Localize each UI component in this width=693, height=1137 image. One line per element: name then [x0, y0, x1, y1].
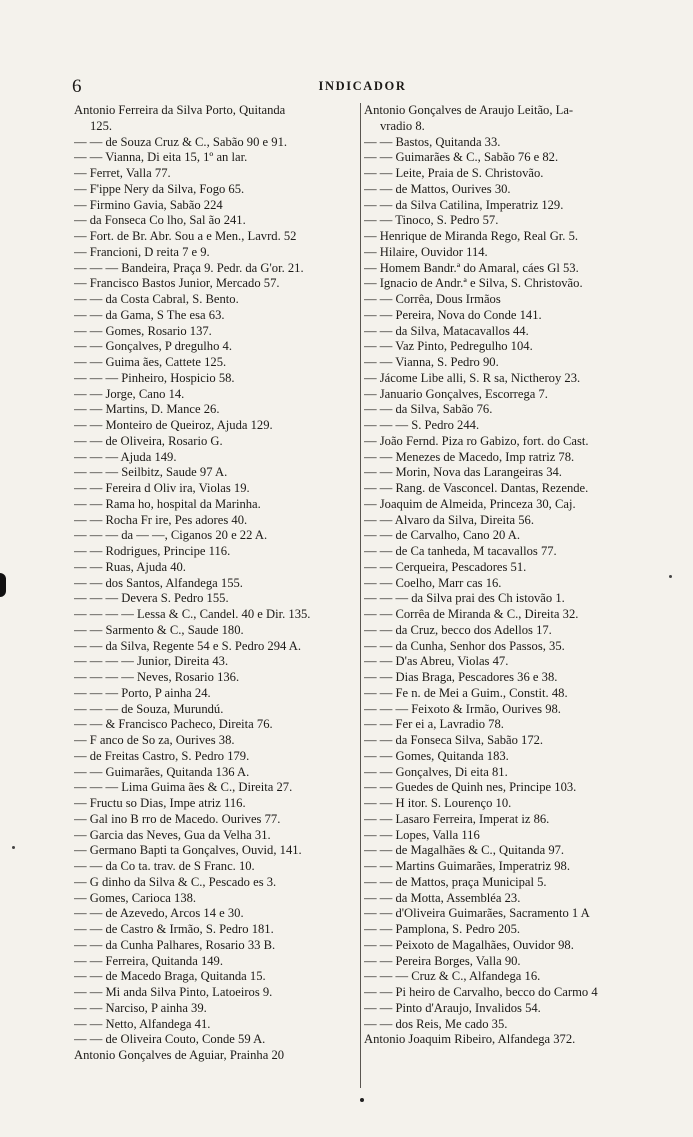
directory-entry: — — da Silva, Sabão 76.: [364, 402, 493, 417]
directory-entry: — Francioni, D reita 7 e 9.: [74, 244, 210, 259]
directory-entry: — — Sarmento & C., Saude 180.: [74, 622, 244, 637]
directory-entry: — — Guedes de Quinh nes, Principe 103.: [364, 780, 577, 795]
directory-entry: — G dinho da Silva & C., Pescado es 3.: [74, 874, 277, 889]
speck: [12, 846, 15, 849]
directory-entry: — — Guimarães & C., Sabão 76 e 82.: [364, 150, 559, 165]
directory-entry: — — Pi heiro de Carvalho, becco do Carmo 4: [364, 985, 598, 999]
directory-entry: — — — Porto, P ainha 24.: [74, 685, 211, 700]
directory-entry: — — de Carvalho, Cano 20 A.: [364, 528, 521, 543]
directory-entry: — — Rodrigues, Principe 116.: [74, 544, 231, 558]
directory-entry: — — Tinoco, S. Pedro 57.: [364, 213, 499, 228]
directory-entry: — — — Pinheiro, Hospicio 58.: [74, 370, 235, 385]
directory-entry: — — Cerqueira, Pescadores 51.: [364, 559, 527, 574]
directory-entry: — — dos Reis, Me cado 35.: [364, 1016, 508, 1031]
directory-entry: — — Netto, Alfandega 41.: [74, 1016, 211, 1031]
directory-entry: — — da Fonseca Silva, Sabão 172.: [364, 733, 544, 747]
directory-entry: — — Gonçalves, Di eita 81.: [364, 764, 508, 779]
directory-entry: — — Fereira d Oliv ira, Violas 19.: [74, 481, 250, 495]
directory-entry: — Francisco Bastos Junior, Mercado 57.: [74, 276, 280, 291]
directory-entry: — Gal ino B rro de Macedo. Ourives 77.: [74, 811, 281, 826]
directory-entry: — — d'Oliveira Guimarães, Sacramento 1 A: [364, 906, 590, 921]
directory-entry: — — Vianna, Di eita 15, 1º an lar.: [74, 150, 248, 165]
directory-entry: — — Morin, Nova das Larangeiras 34.: [364, 465, 562, 480]
directory-entry: — Joaquim de Almeida, Princeza 30, Caj.: [364, 496, 576, 511]
directory-entry: — — de Mattos, praça Municipal 5.: [364, 874, 547, 889]
entry-continuation: 125.: [90, 118, 113, 133]
directory-entry: — de Freitas Castro, S. Pedro 179.: [74, 748, 250, 763]
directory-entry: — — — de Souza, Murundú.: [74, 701, 224, 716]
directory-entry: — — de Mattos, Ourives 30.: [364, 181, 511, 196]
directory-entry: — — Rama ho, hospital da Marinha.: [74, 496, 261, 511]
directory-entry: — — de Castro & Irmão, S. Pedro 181.: [74, 922, 274, 936]
directory-entry: — — Alvaro da Silva, Direita 56.: [364, 512, 534, 527]
speck: [669, 575, 672, 578]
directory-entry: — — da Silva, Regente 54 e S. Pedro 294 A.: [74, 638, 302, 653]
directory-entry: — — Leite, Praia de S. Christovão.: [364, 166, 544, 180]
page-header: [72, 76, 653, 98]
footer-bullet: [360, 1098, 364, 1102]
directory-entry: — — da Gama, S The esa 63.: [74, 307, 225, 322]
directory-entry: — — Menezes de Macedo, Imp ratriz 78.: [364, 449, 575, 464]
directory-entry: — Ignacio de Andr.ª e Silva, S. Christovão.: [364, 276, 583, 291]
directory-entry: — — Ruas, Ajuda 40.: [74, 559, 186, 574]
left-column: [74, 103, 362, 1064]
directory-entry: — F'ippe Nery da Silva, Fogo 65.: [74, 181, 245, 196]
directory-entry: — — Fer ei a, Lavradio 78.: [364, 717, 504, 732]
directory-entry: — Garcia das Neves, Gua da Velha 31.: [74, 827, 271, 842]
entry-continuation: vradio 8.: [380, 118, 425, 133]
directory-entry: — — de Azevedo, Arcos 14 e 30.: [74, 906, 244, 921]
directory-entry: — — da Cruz, becco dos Adellos 17.: [364, 622, 552, 637]
directory-entry: — — Pereira, Nova do Conde 141.: [364, 307, 542, 322]
directory-entry: — — de Ca tanheda, M tacavallos 77.: [364, 544, 557, 558]
directory-entry: — — Fe n. de Mei a Guim., Constit. 48.: [364, 685, 568, 700]
directory-entry: — — da Co ta. trav. de S Franc. 10.: [74, 859, 255, 873]
directory-entry: — — de Oliveira, Rosario G.: [74, 433, 223, 448]
column-divider: [360, 103, 361, 1088]
directory-entry: — — de Magalhães & C., Quitanda 97.: [364, 843, 565, 858]
directory-entry: — — — Seilbitz, Saude 97 A.: [74, 465, 228, 480]
directory-entry: — Hilaire, Ouvidor 114.: [364, 244, 488, 259]
directory-entry: — Januario Gonçalves, Escorrega 7.: [364, 386, 548, 401]
directory-entry: Antonio Gonçalves de Aguiar, Prainha 20: [74, 1048, 285, 1062]
directory-entry: — — da Cunha, Senhor dos Passos, 35.: [364, 638, 565, 653]
directory-entry: — — Lasaro Ferreira, Imperat iz 86.: [364, 811, 550, 826]
directory-entry: — — Lopes, Valla 116: [364, 827, 480, 842]
directory-entry: — — Rocha Fr ire, Pes adores 40.: [74, 512, 248, 527]
directory-entry: — — Rang. de Vasconcel. Dantas, Rezende.: [364, 481, 589, 495]
directory-entry: — — D'as Abreu, Violas 47.: [364, 654, 509, 669]
directory-entry: — — Pamplona, S. Pedro 205.: [364, 922, 521, 936]
directory-entry: — Germano Bapti ta Gonçalves, Ouvid, 141.: [74, 843, 302, 858]
directory-entry: — João Fernd. Piza ro Gabizo, fort. do Cast.: [364, 433, 589, 448]
directory-entry: — da Fonseca Co lho, Sal ão 241.: [74, 213, 246, 228]
directory-entry: — Henrique de Miranda Rego, Real Gr. 5.: [364, 229, 579, 243]
directory-entry: — — Monteiro de Queiroz, Ajuda 129.: [74, 418, 273, 432]
directory-entry: — — Pereira Borges, Valla 90.: [364, 953, 521, 968]
directory-entry: — Jácome Libe alli, S. R sa, Nictheroy 23.: [364, 370, 581, 385]
directory-entry: — — Dias Braga, Pescadores 36 e 38.: [364, 670, 558, 684]
directory-entry: — — & Francisco Pacheco, Direita 76.: [74, 717, 273, 732]
directory-entry: — — Coelho, Marr cas 16.: [364, 575, 502, 590]
directory-entry: — — da Silva Catilina, Imperatriz 129.: [364, 197, 564, 212]
directory-entry: — — Bastos, Quitanda 33.: [364, 134, 501, 149]
directory-entry: — — Guima ães, Cattete 125.: [74, 355, 227, 369]
directory-entry: — — Gomes, Rosario 137.: [74, 323, 212, 338]
directory-entry: — — Mi anda Silva Pinto, Latoeiros 9.: [74, 985, 273, 999]
directory-entry: — F anco de So za, Ourives 38.: [74, 733, 235, 747]
directory-entry: — — da Silva, Matacavallos 44.: [364, 323, 529, 338]
directory-entry: — Gomes, Carioca 138.: [74, 890, 197, 905]
directory-entry: — — de Souza Cruz & C., Sabão 90 e 91.: [74, 134, 288, 149]
directory-entry: — — Ferreira, Quitanda 149.: [74, 953, 223, 968]
directory-entry: — — — da — —, Ciganos 20 e 22 A.: [74, 528, 268, 543]
directory-entry: Antonio Joaquim Ribeiro, Alfandega 372.: [364, 1032, 576, 1047]
directory-entry: — — Peixoto de Magalhães, Ouvidor 98.: [364, 937, 574, 952]
directory-entry: Antonio Gonçalves de Araujo Leitão, La-: [364, 103, 574, 117]
directory-entry: — Firmino Gavia, Sabão 224: [74, 197, 223, 212]
directory-entry: — — da Costa Cabral, S. Bento.: [74, 292, 239, 306]
directory-entry: — — — — Lessa & C., Candel. 40 e Dir. 135.: [74, 607, 311, 621]
directory-entry: — — Vaz Pinto, Pedregulho 104.: [364, 339, 533, 354]
directory-entry: — — — Cruz & C., Alfandega 16.: [364, 969, 541, 984]
directory-entry: — — da Motta, Assembléa 23.: [364, 890, 521, 905]
directory-entry: — — da Cunha Palhares, Rosario 33 B.: [74, 937, 276, 952]
right-column: [364, 103, 658, 1048]
directory-entry: — — — — Neves, Rosario 136.: [74, 670, 240, 684]
directory-entry: — — — S. Pedro 244.: [364, 418, 480, 432]
directory-entry: — — Gomes, Quitanda 183.: [364, 748, 509, 763]
directory-entry: — — — Lima Guima ães & C., Direita 27.: [74, 780, 293, 795]
running-title: INDICADOR: [318, 79, 407, 93]
directory-entry: — — Corrêa, Dous Irmãos: [364, 292, 501, 306]
directory-entry: — — Gonçalves, P dregulho 4.: [74, 339, 232, 354]
directory-entry: — — — — Junior, Direita 43.: [74, 654, 229, 669]
directory-entry: — — Pinto d'Araujo, Invalidos 54.: [364, 1000, 541, 1015]
directory-entry: — — — Devera S. Pedro 155.: [74, 591, 229, 606]
directory-entry: — — de Macedo Braga, Quitanda 15.: [74, 969, 266, 984]
page-number: 6: [72, 76, 82, 97]
directory-entry: — — — da Silva prai des Ch istovão 1.: [364, 591, 565, 606]
directory-entry: — Homem Bandr.ª do Amaral, cáes Gl 53.: [364, 260, 579, 275]
directory-entry: — — — Feixoto & Irmão, Ourives 98.: [364, 701, 561, 716]
directory-entry: — — Corrêa de Miranda & C., Direita 32.: [364, 607, 579, 621]
directory-entry: — Fructu so Dias, Impe atriz 116.: [74, 796, 246, 810]
directory-entry: — — dos Santos, Alfandega 155.: [74, 575, 243, 590]
directory-entry: — — Martins, D. Mance 26.: [74, 402, 220, 417]
directory-entry: — Fort. de Br. Abr. Sou a e Men., Lavrd. 52: [74, 229, 297, 243]
directory-entry: — — Jorge, Cano 14.: [74, 386, 185, 401]
directory-entry: — — de Oliveira Couto, Conde 59 A.: [74, 1032, 266, 1047]
directory-entry: Antonio Ferreira da Silva Porto, Quitanda: [74, 103, 286, 117]
directory-entry: — — Martins Guimarães, Imperatriz 98.: [364, 859, 570, 873]
directory-entry: — — — Bandeira, Praça 9. Pedr. da G'or. 21.: [74, 260, 304, 275]
directory-entry: — — Narciso, P ainha 39.: [74, 1000, 207, 1015]
page-edge-mark: [0, 573, 6, 597]
directory-entry: — — Vianna, S. Pedro 90.: [364, 355, 499, 369]
directory-entry: — Ferret, Valla 77.: [74, 166, 171, 180]
directory-entry: — — H itor. S. Lourenço 10.: [364, 796, 512, 810]
directory-entry: — — — Ajuda 149.: [74, 449, 177, 464]
directory-entry: — — Guimarães, Quitanda 136 A.: [74, 764, 250, 779]
